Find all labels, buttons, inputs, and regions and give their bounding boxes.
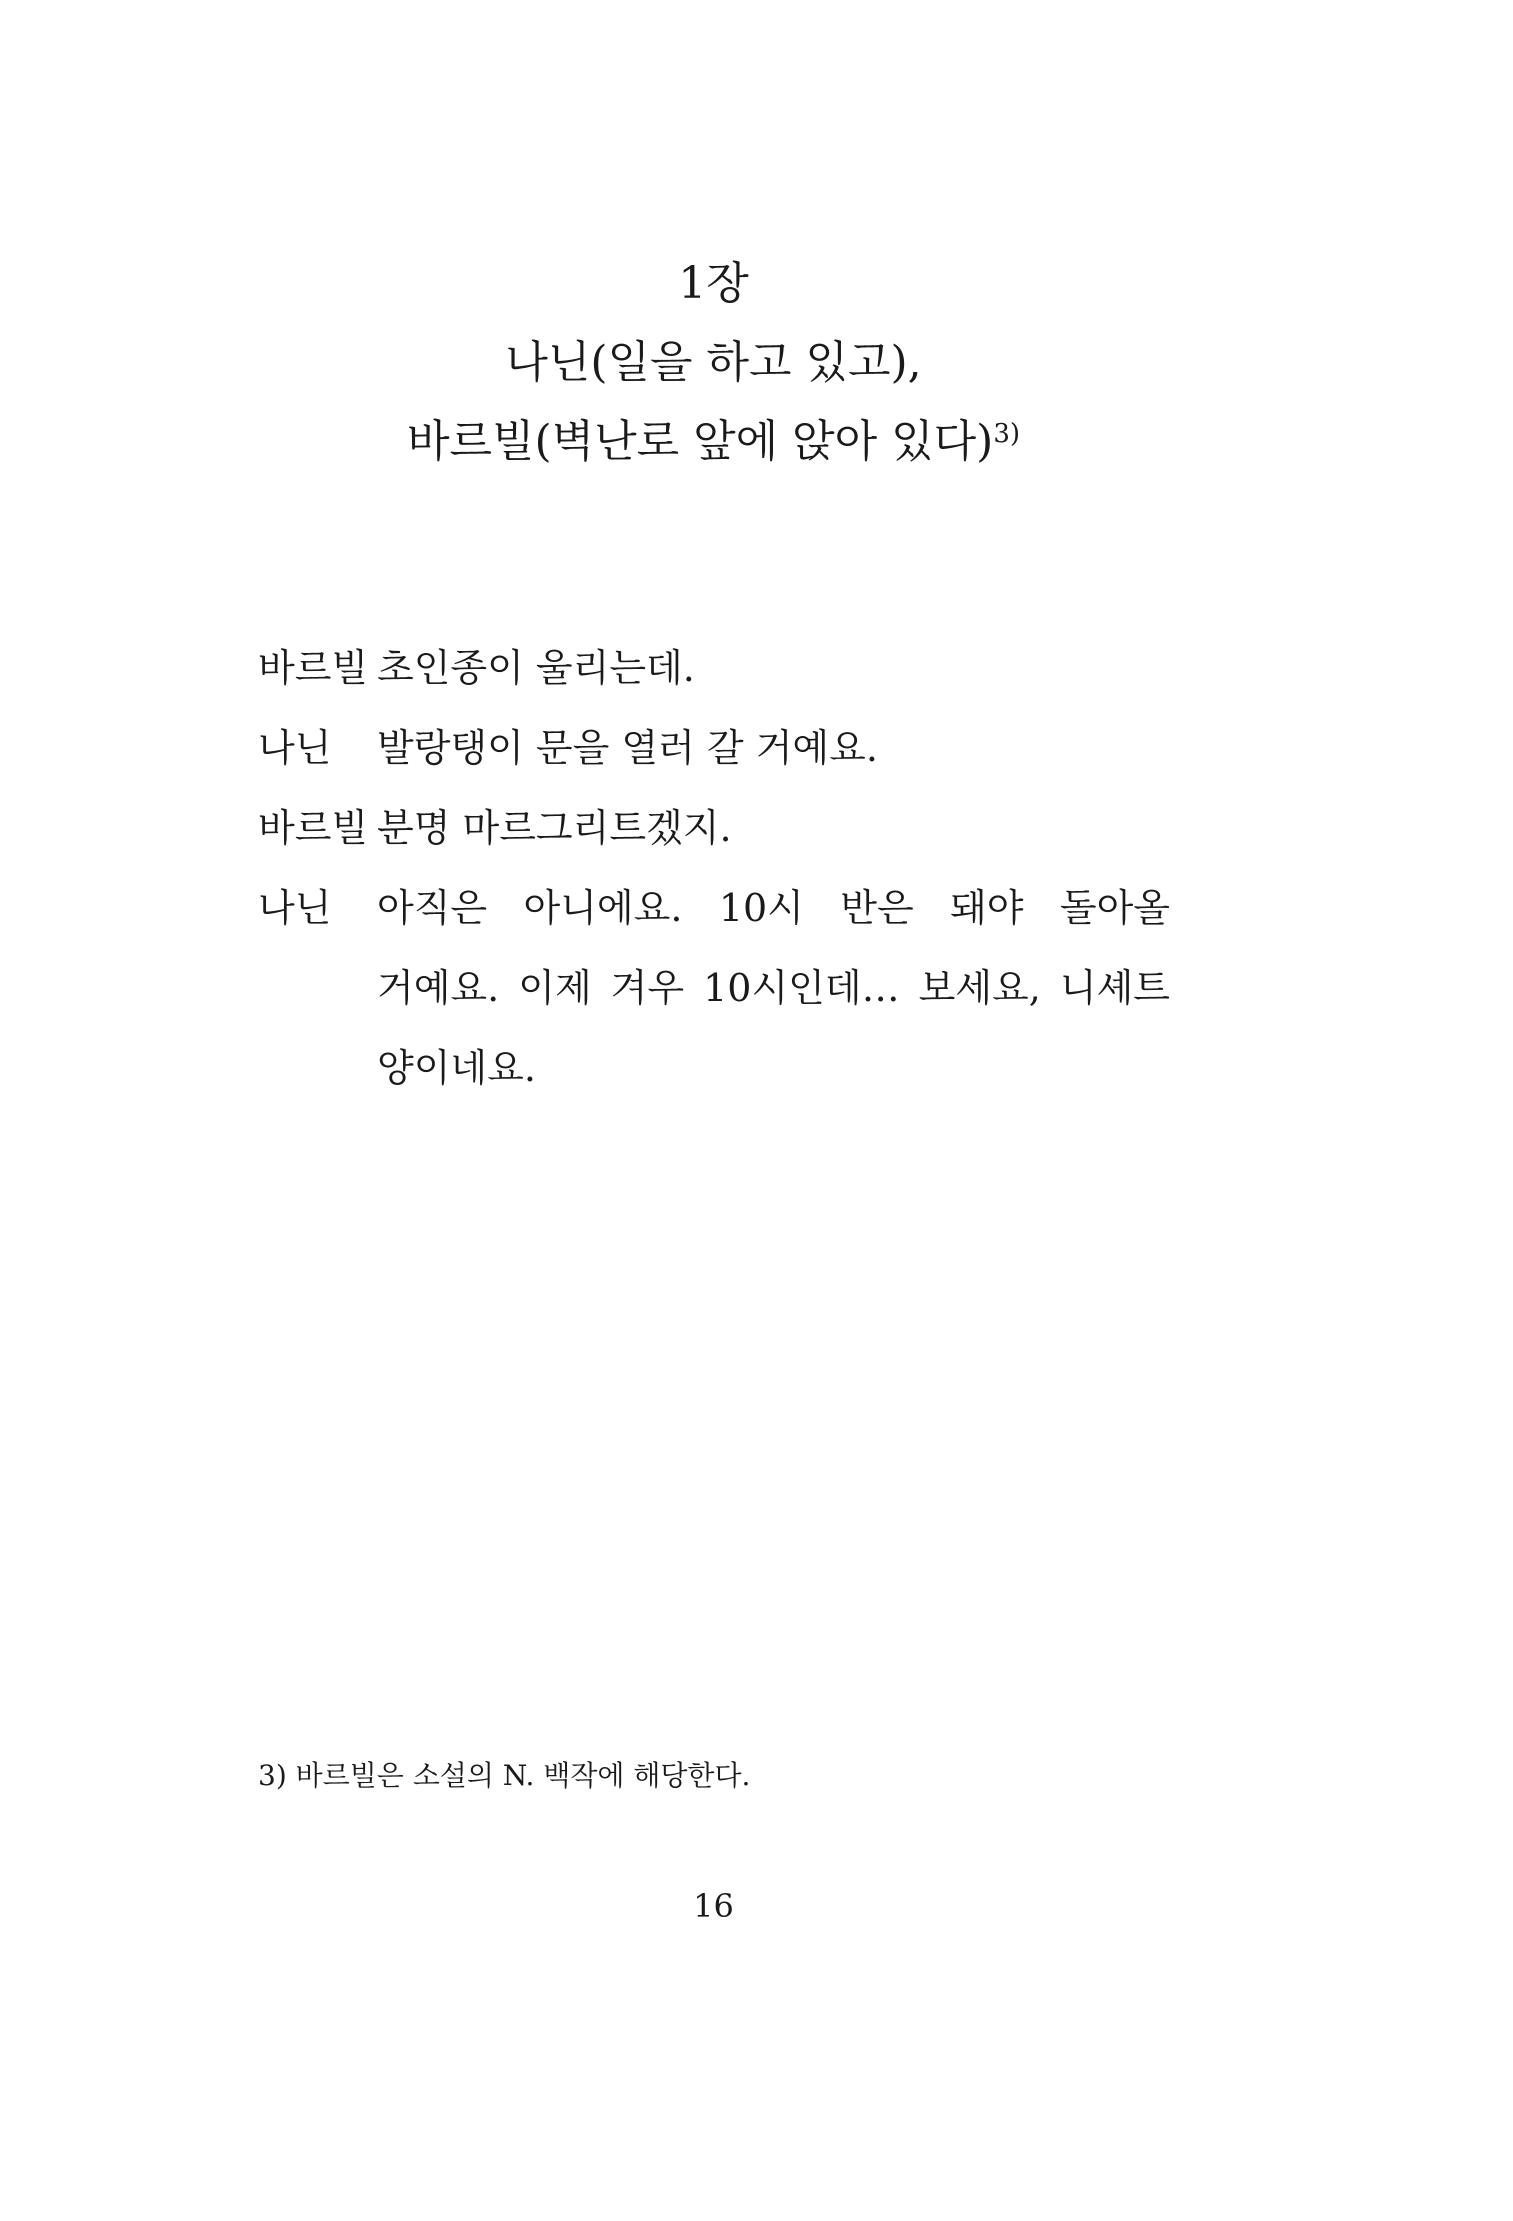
dialogue-block: [258, 638, 1178, 1128]
chapter-title-line-1: 나닌(일을 하고 있고),: [505, 337, 922, 388]
speech-text: 초인종이 울리는데.: [377, 646, 695, 690]
dialogue-line: [258, 718, 1178, 778]
footnote: 3) 바르빌은 소설의 N. 백작에 해당한다.: [258, 1759, 751, 1792]
dialogue-line: [258, 878, 1178, 1108]
speaker-name: 나닌: [258, 726, 332, 770]
footnote-reference: 3): [993, 419, 1021, 449]
chapter-title-line-2: [0, 412, 1427, 472]
dialogue-line: [258, 798, 1178, 858]
speaker-name: 바르빌: [258, 806, 369, 850]
chapter-number: 1장: [678, 258, 749, 309]
page-number: 16: [693, 1887, 734, 1925]
dialogue-line: [258, 638, 1178, 698]
speech-text: 분명 마르그리트겠지.: [377, 806, 732, 850]
speaker-name: 바르빌: [258, 646, 369, 690]
speech-text: 발랑탱이 문을 열러 갈 거예요.: [377, 726, 878, 770]
speech-text: 아직은 아니에요. 10시 반은 돼야 돌아올 거예요. 이제 겨우 10시인데… 보세요, 니셰트 양이네요.: [377, 886, 1170, 1090]
speaker-name: 나닌: [258, 886, 332, 930]
chapter-title-text: 바르빌(벽난로 앞에 앉아 있다): [406, 416, 994, 467]
